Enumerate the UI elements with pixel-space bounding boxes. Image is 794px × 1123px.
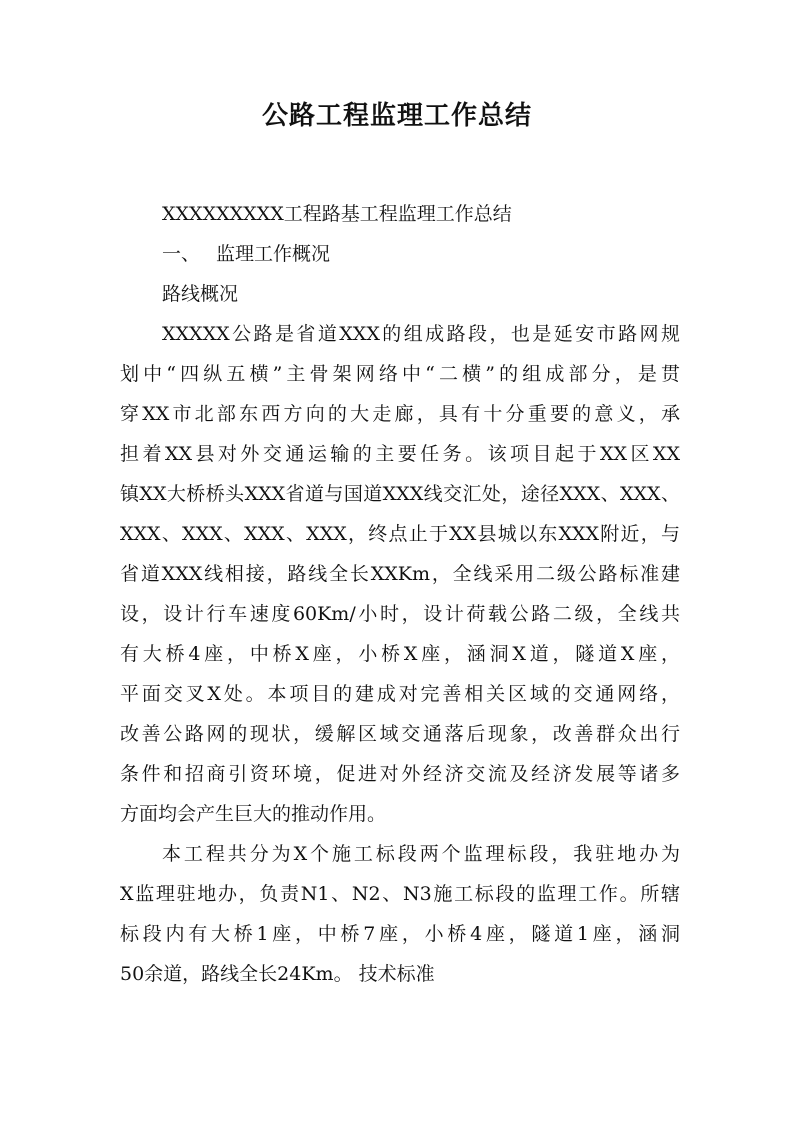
section-heading — [120, 234, 680, 274]
document-subtitle: XXXXXXXXX工程路基工程监理工作总结 — [162, 203, 512, 225]
paragraph-line: 改善公路网的现状，缓解区域交通落后现象，改善群众出行 — [120, 723, 680, 745]
paragraph-line: 本工程共分为X个施工标段两个监理标段，我驻地办为 — [162, 843, 680, 865]
paragraph-line: 标段内有大桥1座，中桥7座，小桥4座，隧道1座，涵洞 — [120, 923, 680, 945]
paragraph-line: 省道XXX线相接，路线全长XXKm，全线采用二级公路标准建 — [120, 563, 680, 585]
paragraph-line: 穿XX市北部东西方向的大走廊，具有十分重要的意义，承 — [120, 403, 680, 425]
paragraph-line: 担着XX县对外交通运输的主要任务。该项目起于XX区XX — [120, 443, 680, 465]
paragraph-line: 镇XX大桥桥头XXX省道与国道XXX线交汇处，途径XXX、XXX、 — [120, 483, 680, 505]
section-number: 一、 — [162, 243, 201, 265]
subheading: 路线概况 — [162, 283, 239, 305]
paragraph-line: 有大桥4座，中桥X座，小桥X座，涵洞X道，隧道X座， — [120, 643, 680, 665]
document-body — [120, 194, 680, 994]
paragraph-line: 设，设计行车速度60Km/小时，设计荷载公路二级，全线共 — [120, 603, 680, 625]
section-title: 监理工作概况 — [216, 243, 331, 265]
paragraph-line: 方面均会产生巨大的推动作用。 — [120, 803, 387, 825]
paragraph-line: XXXXX公路是省道XXX的组成路段，也是延安市路网规 — [162, 323, 680, 345]
paragraph-line: 条件和招商引资环境，促进对外经济交流及经济发展等诸多 — [120, 763, 680, 785]
paragraph-line: 50余道，路线全长24Km。 技术标准 — [120, 963, 435, 985]
paragraph-1 — [120, 314, 680, 834]
paragraph-line: XXX、XXX、XXX、XXX，终点止于XX县城以东XXX附近，与 — [120, 523, 680, 545]
paragraph-2 — [120, 834, 680, 994]
paragraph-line: 划中“四纵五横”主骨架网络中“二横”的组成部分，是贯 — [120, 363, 680, 385]
paragraph-line: 平面交叉X处。本项目的建成对完善相关区域的交通网络， — [120, 683, 680, 705]
paragraph-line: X监理驻地办，负责N1、N2、N3施工标段的监理工作。所辖 — [120, 883, 680, 905]
document-title: 公路工程监理工作总结 — [261, 101, 532, 131]
